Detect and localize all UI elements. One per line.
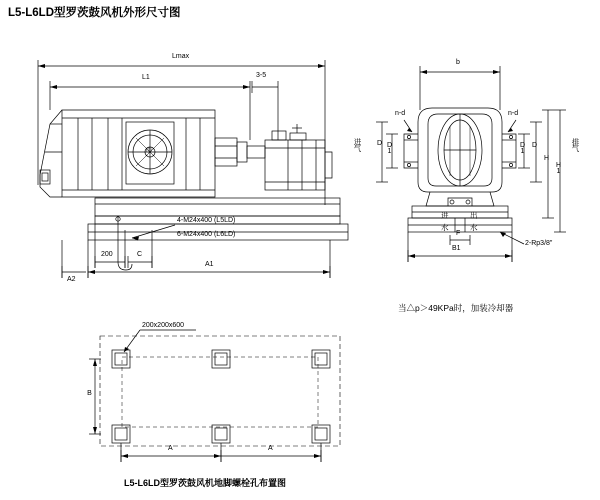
dim-gap-label: 3-5 xyxy=(256,72,267,79)
dim-a2-label: A2 xyxy=(67,276,76,283)
dim-d-left-label: D xyxy=(376,140,383,146)
dim-h1-label: H1 xyxy=(555,162,562,174)
dim-a1-label: A1 xyxy=(205,261,214,268)
dim-d-right-label: D xyxy=(531,142,538,148)
bolt-note-l6ld: 6-M24x400 (L6LD) xyxy=(177,231,236,238)
thread-note-label: 2-Rp3/8" xyxy=(525,240,553,247)
dim-200-label: 200 xyxy=(101,251,113,258)
n-d-left-label: n-d xyxy=(395,110,406,117)
plate-note-label: 200x200x600 xyxy=(142,322,185,329)
bottom-dim-b: B xyxy=(86,390,93,396)
dim-c-label: C xyxy=(137,251,143,258)
dim-h-label: H xyxy=(543,155,550,161)
inlet-label: 进气 xyxy=(353,138,362,151)
outlet-label: 排气 xyxy=(571,138,580,151)
dim-d1-left-label: D1 xyxy=(386,142,393,154)
water-in-label: 进 xyxy=(441,211,449,220)
dim-l1-label: L1 xyxy=(142,74,150,81)
bolt-note-l5ld: 4-M24x400 (L5LD) xyxy=(177,217,236,224)
water-left-label: 水 xyxy=(441,223,449,232)
n-d-right-label: n-d xyxy=(508,110,519,117)
cooler-note-label: 当△p＞49KPa时，加装冷却器 xyxy=(398,303,514,313)
dim-b1-label: B1 xyxy=(452,245,461,252)
bottom-dim-a-right: A xyxy=(268,445,273,452)
water-right-label: 水 xyxy=(470,223,478,232)
page-title: L5-L6LD型罗茨鼓风机外形尺寸图 xyxy=(8,7,181,19)
bottom-dim-a-left: A xyxy=(168,445,173,452)
dim-d1-right-label: D1 xyxy=(519,142,526,154)
dim-lmax-label: Lmax xyxy=(172,53,190,60)
dim-b-label: b xyxy=(456,59,460,66)
bottom-view-caption: L5-L6LD型罗茨鼓风机地脚螺栓孔布置图 xyxy=(124,478,287,488)
dim-f-label: F xyxy=(456,230,461,237)
motor-center-mark: 中 xyxy=(146,149,153,155)
water-out-label: 出 xyxy=(470,211,478,220)
